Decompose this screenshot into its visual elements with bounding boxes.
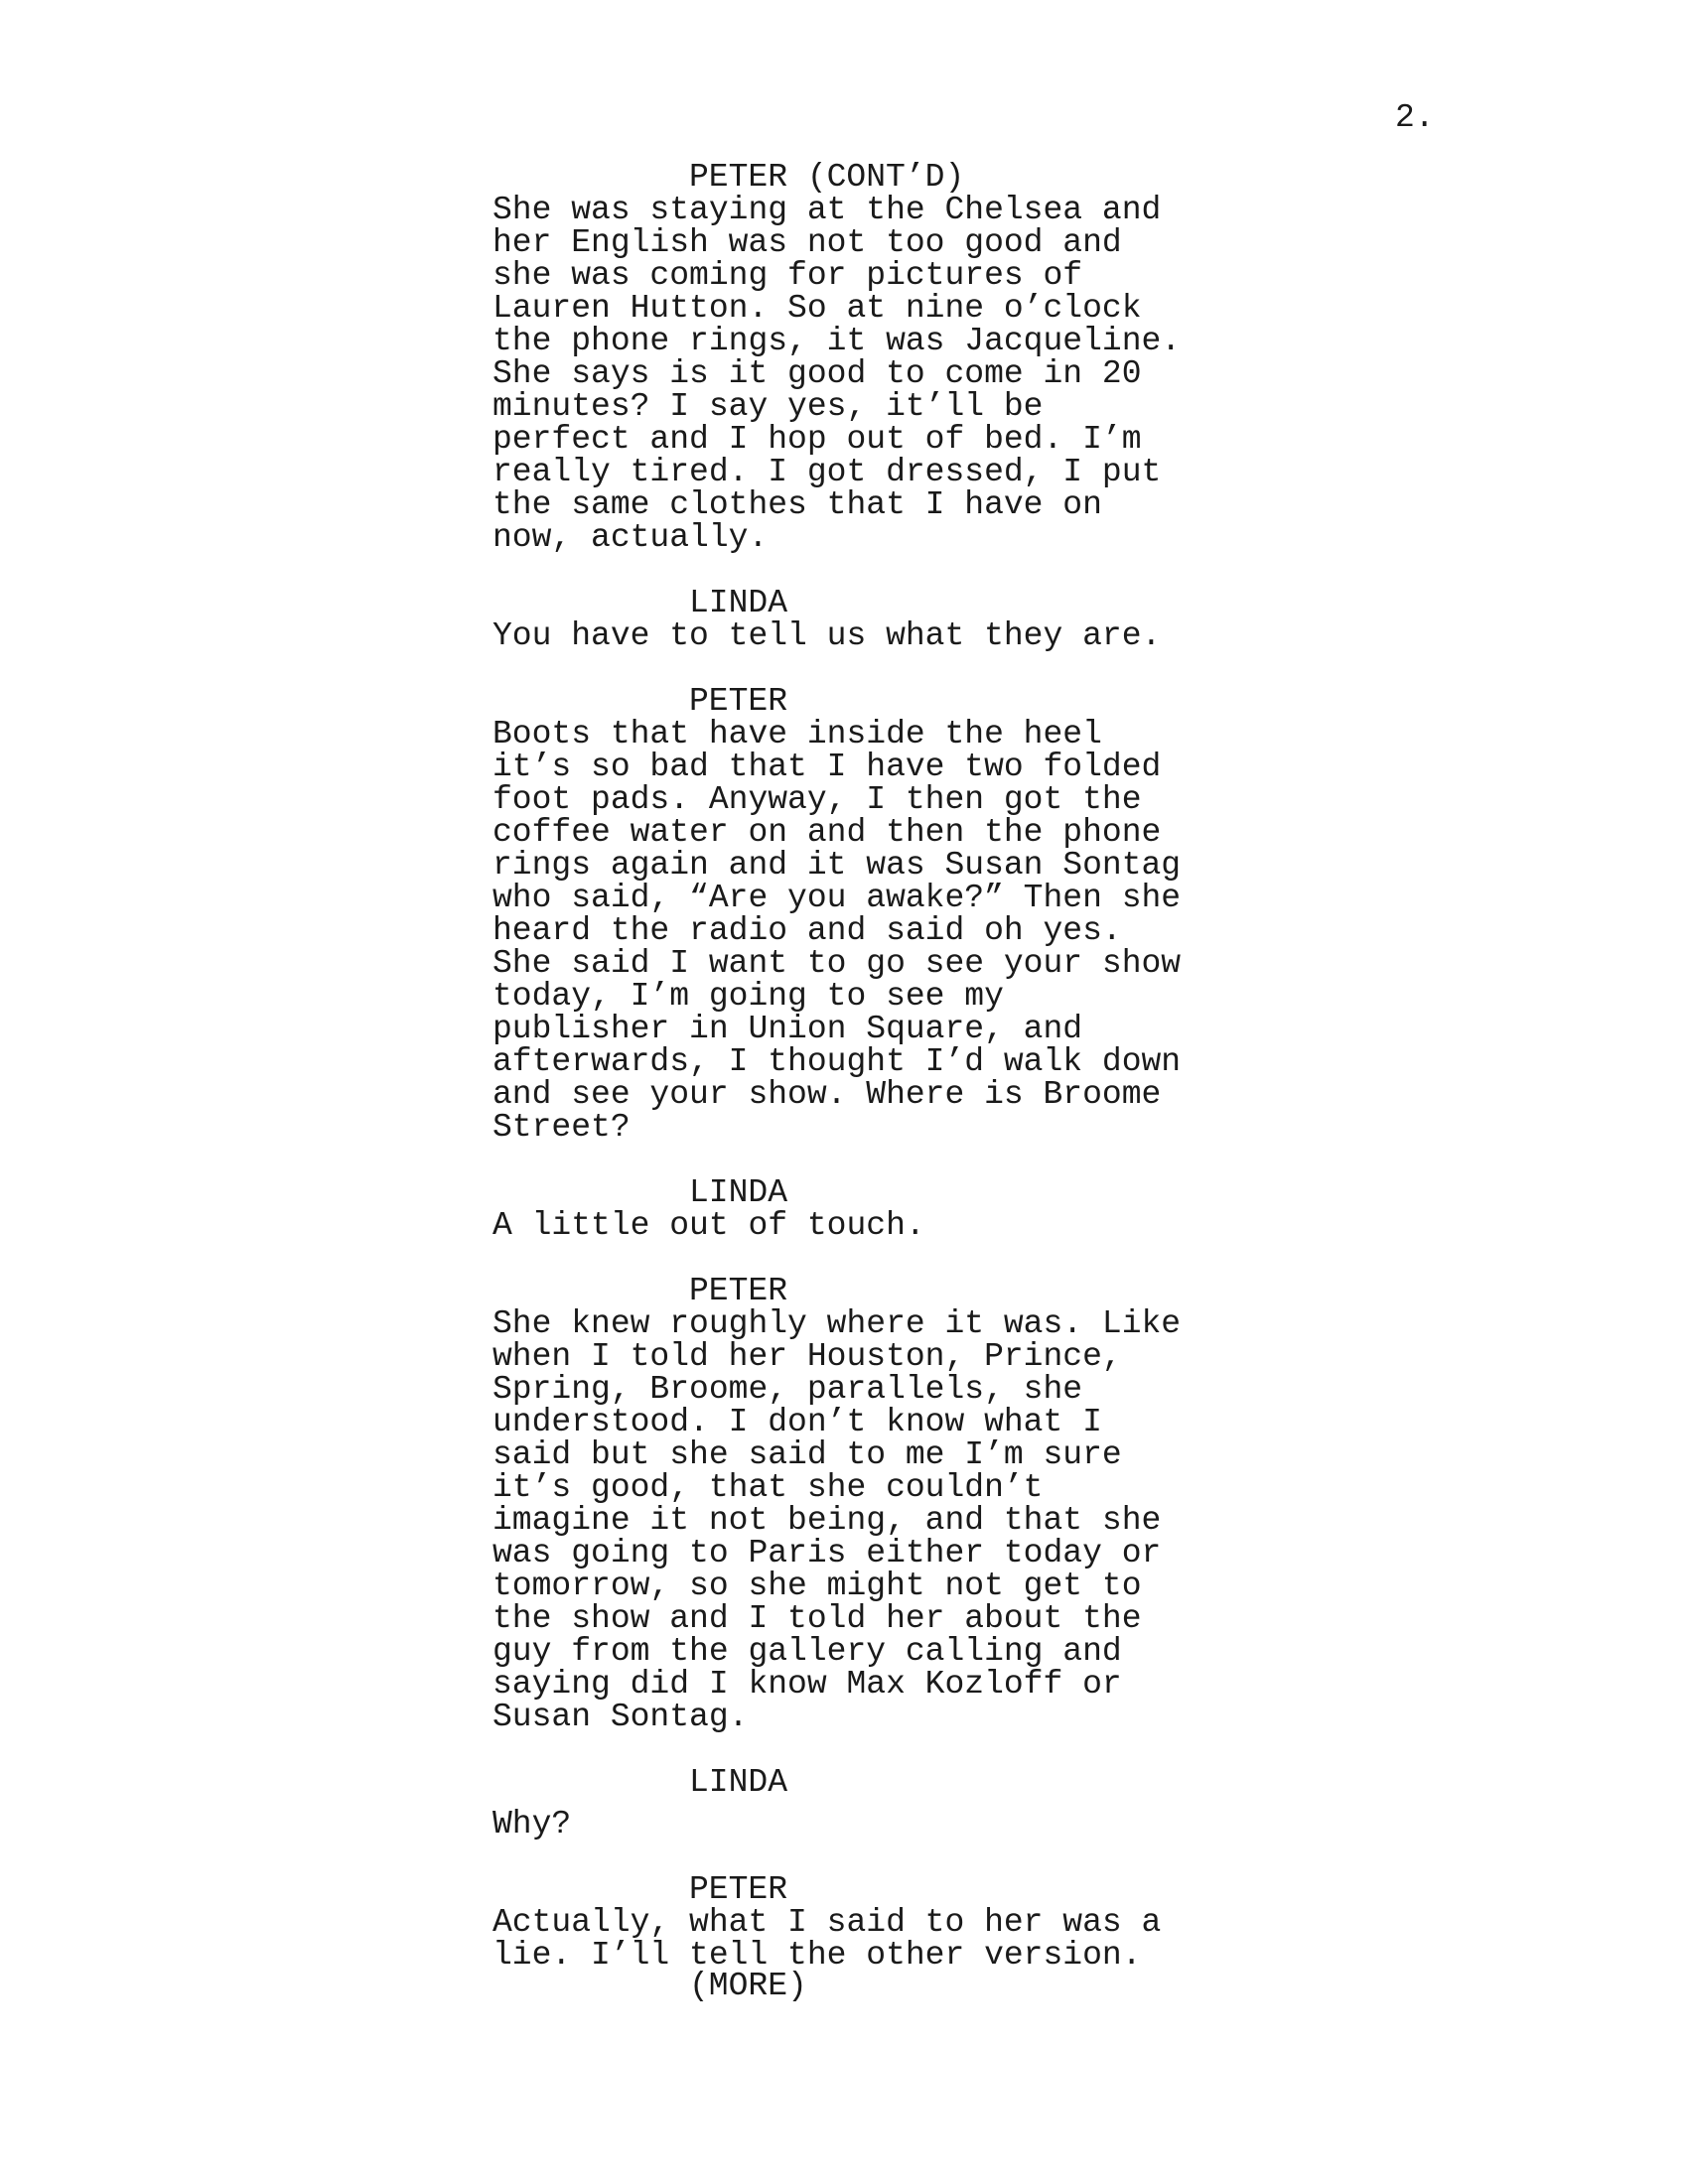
dialogue-line: Why? (492, 1806, 572, 1843)
dialogue-block-linda-1 (492, 587, 1227, 652)
dialogue-line: said but she said to me I’m sure (492, 1436, 1122, 1473)
dialogue-line: saying did I know Max Kozloff or (492, 1666, 1122, 1703)
dialogue-line: coffee water on and then the phone (492, 814, 1162, 851)
dialogue-line: and see your show. Where is Broome (492, 1076, 1162, 1113)
dialogue-block-peter-4 (492, 1873, 1227, 2002)
character-name: LINDA (689, 1174, 788, 1211)
dialogue-line: You have to tell us what they are. (492, 617, 1162, 654)
character-name: LINDA (689, 1764, 788, 1801)
page-number: 2. (1395, 99, 1435, 136)
dialogue-line: Boots that have inside the heel (492, 716, 1102, 752)
dialogue-line: it’s good, that she couldn’t (492, 1469, 1044, 1506)
dialogue-line: minutes? I say yes, it’ll be (492, 388, 1044, 425)
character-name: LINDA (689, 585, 788, 621)
dialogue-line: Lauren Hutton. So at nine o’clock (492, 290, 1142, 327)
character-name: PETER (CONT’D) (689, 159, 965, 196)
dialogue-line: A little out of touch. (492, 1207, 925, 1244)
dialogue-line: the phone rings, it was Jacqueline. (492, 323, 1182, 359)
dialogue-line: guy from the gallery calling and (492, 1633, 1122, 1670)
dialogue-line: Spring, Broome, parallels, she (492, 1371, 1083, 1408)
dialogue-block-linda-3 (492, 1766, 1227, 1841)
dialogue-block-peter-2 (492, 685, 1227, 1144)
dialogue-line: really tired. I got dressed, I put (492, 454, 1162, 490)
dialogue-line: rings again and it was Susan Sontag (492, 847, 1182, 884)
dialogue-line: imagine it not being, and that she (492, 1502, 1162, 1539)
character-name: PETER (689, 1871, 788, 1908)
dialogue-line: afterwards, I thought I’d walk down (492, 1043, 1182, 1080)
dialogue-line: her English was not too good and (492, 224, 1122, 261)
dialogue-line: today, I’m going to see my (492, 978, 1004, 1015)
dialogue-line: now, actually. (492, 519, 769, 556)
dialogue-line: heard the radio and said oh yes. (492, 912, 1122, 949)
dialogue-line: it’s so bad that I have two folded (492, 749, 1162, 785)
dialogue-block-peter-1 (492, 161, 1227, 554)
dialogue-line: perfect and I hop out of bed. I’m (492, 421, 1142, 458)
dialogue-line: Susan Sontag. (492, 1699, 749, 1735)
screenplay-body (492, 161, 1227, 2035)
dialogue-line: foot pads. Anyway, I then got the (492, 781, 1142, 818)
dialogue-line: who said, “Are you awake?” Then she (492, 880, 1182, 916)
dialogue-line: She said I want to go see your show (492, 945, 1182, 982)
dialogue-line: She knew roughly where it was. Like (492, 1305, 1182, 1342)
character-name: PETER (689, 1273, 788, 1309)
dialogue-line: lie. I’ll tell the other version. (492, 1937, 1142, 1974)
dialogue-line: she was coming for pictures of (492, 257, 1083, 294)
character-name: PETER (689, 683, 788, 720)
dialogue-line: was going to Paris either today or (492, 1535, 1162, 1571)
dialogue-block-linda-2 (492, 1176, 1227, 1242)
more-continuation-marker: (MORE) (689, 1968, 807, 2004)
dialogue-line: understood. I don’t know what I (492, 1404, 1102, 1440)
dialogue-line: She says is it good to come in 20 (492, 355, 1142, 392)
dialogue-line: tomorrow, so she might not get to (492, 1568, 1142, 1604)
dialogue-block-peter-3 (492, 1275, 1227, 1733)
dialogue-line: Street? (492, 1109, 631, 1146)
dialogue-line: when I told her Houston, Prince, (492, 1338, 1122, 1375)
dialogue-line: Actually, what I said to her was a (492, 1904, 1162, 1941)
dialogue-line: the same clothes that I have on (492, 486, 1102, 523)
dialogue-line: the show and I told her about the (492, 1600, 1142, 1637)
dialogue-line: She was staying at the Chelsea and (492, 192, 1162, 228)
dialogue-line: publisher in Union Square, and (492, 1011, 1083, 1047)
